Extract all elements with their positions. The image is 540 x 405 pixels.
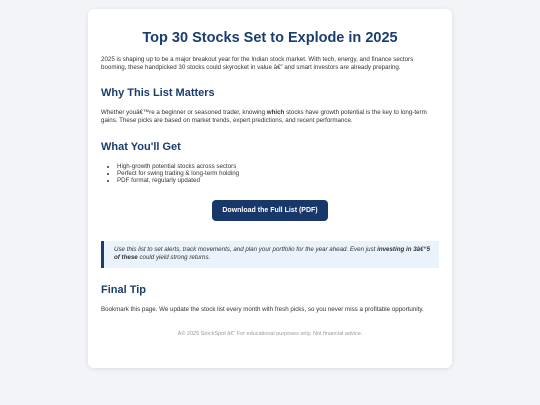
get-heading: What You'll Get (101, 141, 181, 153)
content-card (88, 9, 452, 368)
note-text: Use this list to set alerts, track movements, and plan your portfolio for the year ahead. Even just (114, 246, 378, 254)
note-box (101, 241, 439, 268)
why-heading: Why This List Matters (101, 87, 215, 99)
page-title: Top 30 Stocks Set to Explode in 2025 (142, 30, 398, 46)
note-bold: investing in 3â€“5 of these (114, 246, 431, 262)
intro-paragraph: 2025 is shaping up to be a major breakout year for the Indian stock market. With tech, energy, and finance sectors booming, these handpicked 30 stocks could skyrocket in value â€” and smart investors are already preparing. (101, 56, 414, 71)
why-bold-word: which (266, 109, 285, 116)
list-item: • PDF format, regularly updated (117, 178, 439, 185)
why-text-after: stocks have growth potential is the key to long-term gains. These picks are based on market trends, expert predictions, and recent performance. (101, 109, 427, 124)
why-text-before: Whether youâ€™re a beginner or seasoned trader, knowing (101, 109, 267, 116)
tip-heading: Final Tip (101, 284, 147, 297)
footer-text: Â© 2025 StockSpot â€” For educational purposes only. Not financial advice. (177, 331, 363, 338)
why-paragraph (101, 109, 439, 125)
benefits-list (101, 164, 439, 184)
list-item: • High-growth potential stocks across sectors (117, 164, 439, 171)
note-text-after: could yield strong returns. (137, 254, 211, 262)
tip-paragraph: Bookmark this page. We update the stock list every month with fresh picks, so you never miss a profitable opportunity. (101, 306, 424, 314)
list-item: • Perfect for swing trading & long-term holding (117, 171, 439, 178)
download-button-wrap (101, 199, 439, 221)
download-button[interactable]: Download the Full List (PDF) (212, 200, 327, 221)
